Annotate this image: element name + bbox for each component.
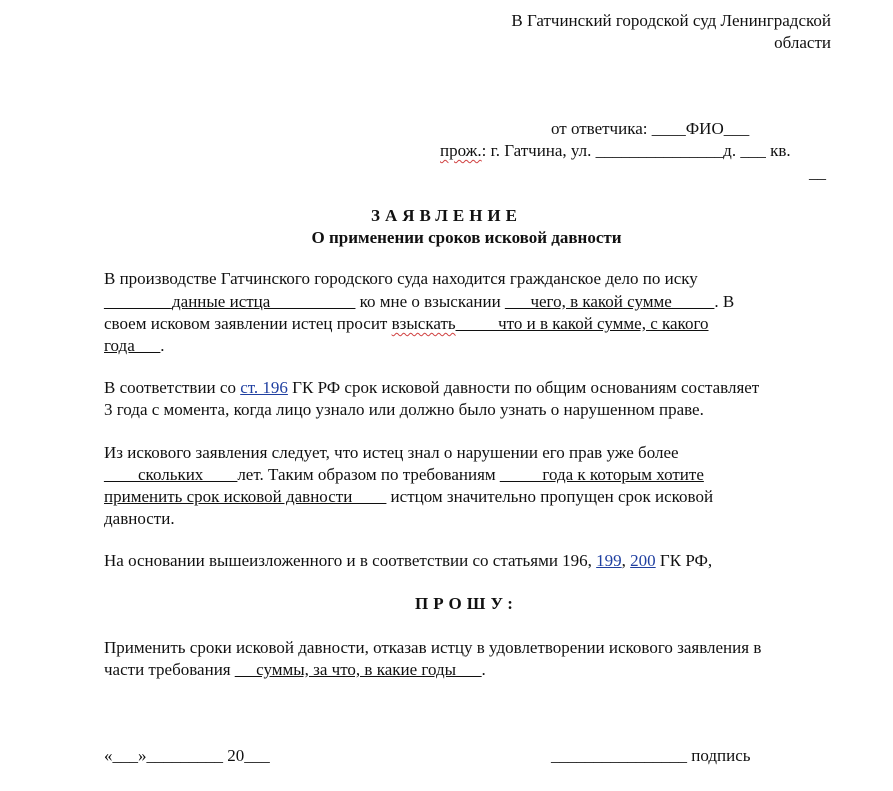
para3-line4: давности. — [104, 509, 175, 528]
request-line1: Применить сроки исковой давности, отказав истцу в удовлетворении искового заявления в — [104, 638, 762, 657]
para3-line1: Из искового заявления следует, что истец знал о нарушении его прав уже более — [104, 443, 679, 462]
para2-line1 — [104, 377, 759, 399]
court-line-1: В Гатчинский городской суд Ленинградской — [511, 11, 831, 30]
para1-text: ко мне о взыскании — [355, 292, 505, 311]
claim-year-blank: года___ — [104, 336, 161, 355]
para2-text: ГК РФ срок исковой давности по общим основаниям составляет — [287, 378, 760, 397]
claim-years-blank: _____года к которым хотите — [499, 465, 704, 484]
para1-line1: В производстве Гатчинского городского суда находится гражданское дело по иску — [104, 269, 698, 288]
address-house: д. — [723, 141, 741, 160]
from-label: от ответчика: — [551, 119, 652, 138]
plaintiff-data-blank: ________данные истца__________ — [104, 292, 356, 311]
para4-text: ГК РФ, — [655, 551, 713, 570]
para3-text: истцом значительно пропущен срок исковой — [386, 487, 714, 506]
years-count-blank: ____скольких____ — [104, 465, 238, 484]
para3-line3 — [104, 486, 713, 508]
signature-block — [551, 745, 751, 767]
request-heading: ПРОШУ: — [415, 594, 518, 613]
para1-text: . В — [714, 292, 735, 311]
para3-text: лет. Таким образом по требованиям — [237, 465, 500, 484]
document-subtitle: О применении сроков исковой давности — [311, 228, 622, 247]
request-line2 — [104, 659, 486, 681]
from-name: ФИО — [685, 119, 724, 138]
para1-line2 — [104, 291, 734, 313]
document-title: ЗАЯВЛЕНИЕ — [370, 206, 522, 225]
request-text: части требования — [104, 660, 235, 679]
from-post-blank: ___ — [723, 119, 750, 138]
from-pre-blank: ____ — [651, 119, 686, 138]
para1-line4 — [104, 335, 165, 357]
article-199-link[interactable]: 199 — [596, 551, 622, 570]
para2-text: В соответствии со — [104, 378, 241, 397]
para1-word-vzyskat: взыскать — [391, 314, 456, 333]
para4-text: На основании вышеизложенного и в соответствии со статьями 196, — [104, 551, 597, 570]
apply-limitation-blank: применить срок исковой давности____ — [104, 487, 387, 506]
address-street-blank: _______________ — [595, 141, 724, 160]
address-apt-blank: __ — [809, 163, 826, 182]
para3-line2 — [104, 464, 704, 486]
article-200-link[interactable]: 200 — [630, 551, 656, 570]
para1-text: . — [160, 336, 165, 355]
claim-amount-blank: ___чего, в какой сумме_____ — [504, 292, 715, 311]
para4-separator: , — [621, 551, 631, 570]
request-details-blank: __ суммы, за что, в какие годы___ — [234, 660, 482, 679]
from-defendant-line — [551, 118, 749, 140]
signature-label: подпись — [687, 746, 751, 765]
court-line-2: области — [774, 33, 831, 52]
para1-line3 — [104, 313, 709, 335]
claim-details-blank: _____что и в какой сумме, с какого — [455, 314, 709, 333]
date-field: «___»_________ 20___ — [104, 746, 270, 765]
request-text: . — [481, 660, 486, 679]
para1-text: своем исковом заявлении истец просит — [104, 314, 392, 333]
signature-line: ________________ — [551, 746, 687, 765]
address-line — [440, 140, 791, 162]
address-apt: кв. — [765, 141, 791, 160]
address-city-street: : г. Гатчина, ул. — [481, 141, 596, 160]
address-house-blank: ___ — [740, 141, 766, 160]
para2-line2: 3 года с момента, когда лицо узнало или должно было узнать о нарушенном праве. — [104, 400, 704, 419]
article-196-link[interactable]: ст. 196 — [240, 378, 288, 397]
address-prozh: прож. — [440, 141, 482, 160]
para4-line — [104, 550, 712, 572]
